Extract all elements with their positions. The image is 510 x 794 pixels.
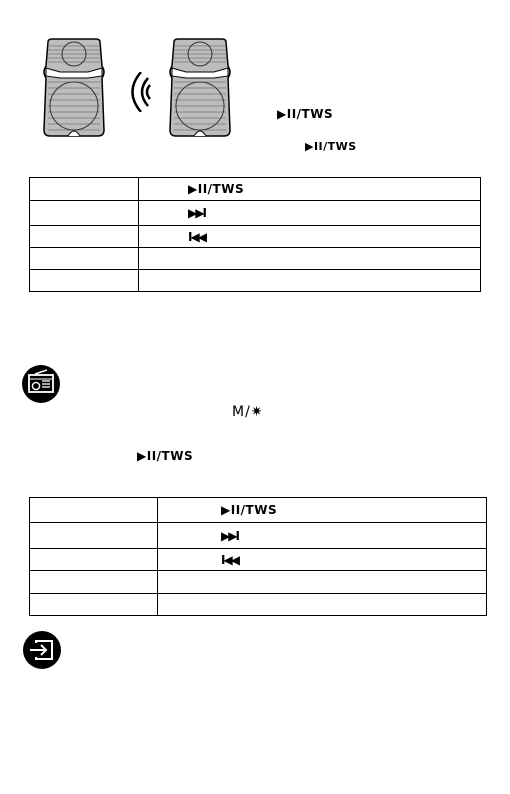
- table-cell-right: [158, 594, 487, 616]
- table-row: [30, 270, 481, 292]
- button-function-table-1: [29, 177, 481, 292]
- table-cell-right: [139, 270, 481, 292]
- table-row: [30, 248, 481, 270]
- table-cell-left: [30, 270, 139, 292]
- table-cell-right: [158, 523, 487, 549]
- table-row: [30, 571, 487, 594]
- table-cell-right: [158, 571, 487, 594]
- play-pause-tws-glyph: ▶II/TWS: [221, 503, 278, 517]
- table-cell-right: [139, 178, 481, 201]
- radio-icon: [22, 365, 60, 403]
- button-function-table-2: [29, 497, 487, 616]
- speaker-right-icon: [166, 38, 234, 140]
- table-cell-right: [139, 248, 481, 270]
- table-cell-left: [30, 201, 139, 226]
- table-cell-left: [30, 571, 158, 594]
- mode-light-label: M/✷: [232, 404, 264, 420]
- input-badge: [23, 631, 61, 669]
- table-cell-right: [139, 201, 481, 226]
- table-row: [30, 201, 481, 226]
- table-row: [30, 523, 487, 549]
- play-pause-tws-label: ▶II/TWS: [277, 107, 334, 121]
- next-track-glyph: ▶▶I: [188, 206, 205, 220]
- table-cell-left: [30, 594, 158, 616]
- wireless-signal-icon: [126, 72, 152, 112]
- table-cell-left: [30, 549, 158, 571]
- input-source-icon: [23, 631, 61, 669]
- table-cell-left: [30, 178, 139, 201]
- play-pause-tws-label-3: ▶II/TWS: [137, 449, 194, 463]
- table-cell-right: [139, 226, 481, 248]
- radio-badge: [22, 365, 60, 403]
- speaker-left-icon: [40, 38, 108, 140]
- play-pause-tws-glyph: ▶II/TWS: [188, 182, 245, 196]
- table-row: [30, 549, 487, 571]
- table-cell-left: [30, 498, 158, 523]
- table-row: [30, 498, 487, 523]
- table-cell-left: [30, 523, 158, 549]
- play-pause-tws-label-2: ▶II/TWS: [305, 140, 357, 153]
- table-cell-right: [158, 549, 487, 571]
- previous-track-glyph: I◀◀: [188, 229, 205, 244]
- table-row: [30, 594, 487, 616]
- table-cell-left: [30, 226, 139, 248]
- table-row: [30, 226, 481, 248]
- table-cell-left: [30, 248, 139, 270]
- table-cell-right: [158, 498, 487, 523]
- next-track-glyph: ▶▶I: [221, 528, 238, 543]
- previous-track-glyph: I◀◀: [221, 552, 238, 567]
- table-row: [30, 178, 481, 201]
